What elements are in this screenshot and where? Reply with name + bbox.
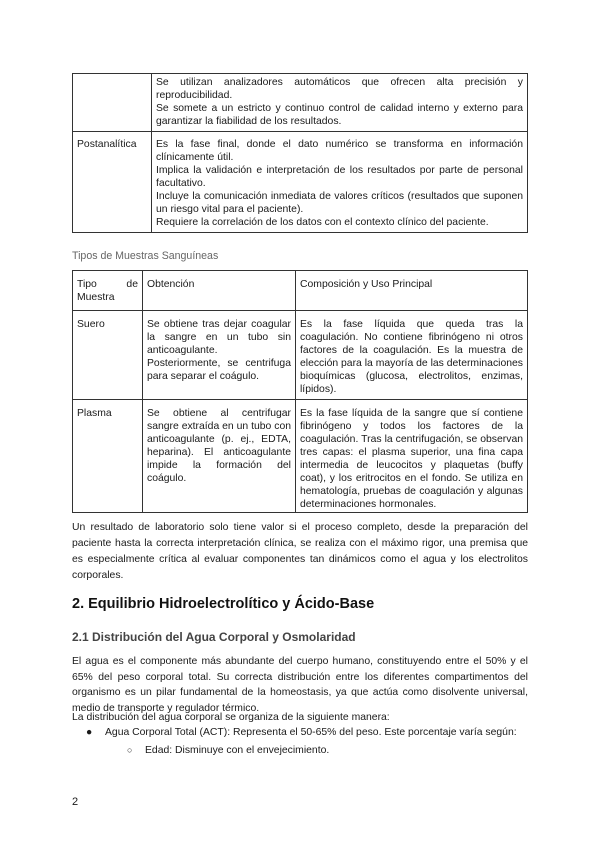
composition-cell: Es la fase líquida de la sangre que sí contiene fibrinógeno y todos los factores de la coagulación. Tras la centrifugación, se observan tres capas: el plasma superior, una fina capa intermedia de leucocitos y plaquetas (buffy coat), y los eritrocitos en el fondo. Se utiliza en hematología, pruebas de coagulación y algunas determinaciones hormonales.: [296, 400, 528, 513]
blood-samples-table: [72, 270, 528, 513]
table-row: [73, 311, 528, 400]
table-row: [73, 74, 528, 132]
hollow-bullet-icon: ○: [127, 745, 133, 755]
page-number: 2: [72, 796, 79, 808]
column-header: Obtención: [143, 271, 296, 311]
table-row: [73, 400, 528, 513]
sample-type-cell: Suero: [73, 311, 143, 400]
subsection-heading: 2.1 Distribución del Agua Corporal y Osmolaridad: [72, 630, 356, 644]
column-header: Composición y Uso Principal: [296, 271, 528, 311]
sample-type-cell: Plasma: [73, 400, 143, 513]
body-paragraph: Un resultado de laboratorio solo tiene valor si el proceso completo, desde la preparación del paciente hasta la correcta interpretación clínica, se realiza con el máximo rigor, una premisa que es especialmente crítica al evaluar componentes tan dinámicos como el agua y los electrolitos corporales.: [72, 522, 528, 581]
description-line: Se utilizan analizadores automáticos que ofrecen alta precisión y reproducibilidad.: [156, 77, 523, 101]
phase-label-cell: Postanalítica: [73, 132, 152, 233]
analytic-phases-table: [72, 73, 528, 233]
section-heading: 2. Equilibrio Hidroelectrolítico y Ácido-Base: [72, 596, 375, 612]
obtention-cell: Se obtiene al centrifugar sangre extraída en un tubo con anticoagulante (p. ej., EDTA, heparina). El anticoagulante impide la formación del coágulo.: [143, 400, 296, 513]
phase-description-cell: [152, 74, 528, 132]
list-item: [72, 725, 528, 740]
body-paragraph: La distribución del agua corporal se organiza de la siguiente manera:: [72, 712, 390, 723]
table-row: [73, 132, 528, 233]
body-paragraph: El agua es el componente más abundante del cuerpo humano, constituyendo entre el 50% y el 65% del peso corporal total. Su correcta distribución entre los diferentes compartimentos del organismo es un pilar fundamental de la homeostasis, ya que actúa como disolvente universal, medio de transporte y regulador térmico.: [72, 656, 528, 714]
column-header: Tipo de Muestra: [73, 271, 143, 311]
obtention-cell: Se obtiene tras dejar coagular la sangre en un tubo sin anticoagulante. Posteriormente, se centrifuga para separar el coágulo.: [143, 311, 296, 400]
description-line: Implica la validación e interpretación de los resultados por parte de personal facultativo.: [156, 165, 523, 189]
description-line: Es la fase final, donde el dato numérico se transforma en información clínicamente útil.: [156, 139, 523, 163]
table-header-row: [73, 271, 528, 311]
composition-cell: Es la fase líquida que queda tras la coagulación. No contiene fibrinógeno ni otros factores de la coagulación. Es la muestra de elección para la mayoría de las determinaciones bioquímicas (glucosa, electrolitos, enzimas, lípidos).: [296, 311, 528, 400]
description-line: Se somete a un estricto y continuo control de calidad interno y externo para garantizar la fiabilidad de los resultados.: [156, 103, 523, 127]
list-item-text: Agua Corporal Total (ACT): Representa el 50-65% del peso. Este porcentaje varía según:: [105, 727, 517, 738]
table-caption: Tipos de Muestras Sanguíneas: [72, 250, 219, 262]
description-line: Requiere la correlación de los datos con el contexto clínico del paciente.: [156, 217, 489, 228]
phase-label-cell: [73, 74, 152, 132]
bullet-icon: ●: [86, 727, 93, 738]
list-item: [72, 743, 528, 758]
bullet-list: [72, 725, 528, 758]
phase-description-cell: [152, 132, 528, 233]
description-line: Incluye la comunicación inmediata de valores críticos (resultados que suponen un riesgo vital para el paciente).: [156, 191, 523, 215]
list-item-text: Edad: Disminuye con el envejecimiento.: [145, 745, 330, 756]
